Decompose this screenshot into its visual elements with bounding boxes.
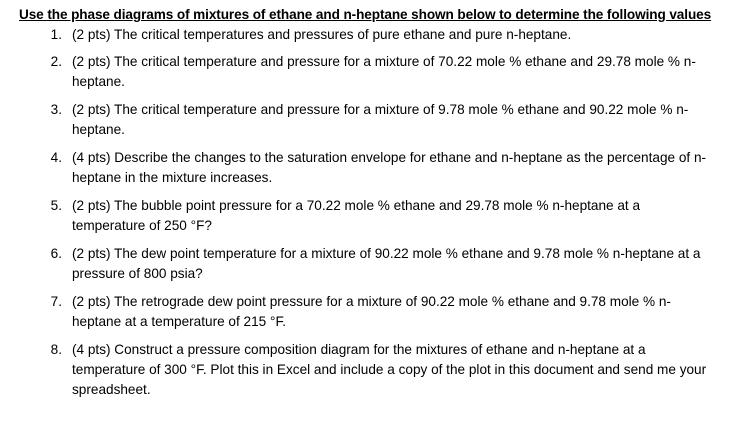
question-text: (2 pts) The retrograde dew point pressure for a mixture of 90.22 mole % ethane and 9.78 mole % n-heptane at a temperature of 215 °F.: [72, 294, 671, 329]
question-text: (2 pts) The critical temperature and pressure for a mixture of 9.78 mole % ethane and 90.22 mole % n-heptane.: [72, 102, 689, 137]
question-text: (2 pts) The dew point temperature for a mixture of 90.22 mole % ethane and 9.78 mole % n-heptane at a pressure of 800 psia?: [72, 246, 701, 281]
question-item: [19, 196, 732, 236]
question-item: [19, 148, 732, 188]
question-text: (4 pts) Describe the changes to the saturation envelope for ethane and n-heptane as the percentage of n-heptane in the mixture increases.: [72, 150, 707, 185]
question-item: [19, 25, 732, 45]
instructions-heading: Use the phase diagrams of mixtures of ethane and n-heptane shown below to determine the following values: [19, 7, 712, 22]
question-item: [19, 52, 732, 92]
question-text: (2 pts) The bubble point pressure for a 70.22 mole % ethane and 29.78 mole % n-heptane at a temperature of 250 °F?: [72, 198, 641, 233]
question-list: [19, 25, 732, 400]
question-text: (2 pts) The critical temperatures and pressures of pure ethane and pure n-heptane.: [72, 27, 572, 42]
question-number: 7.: [50, 294, 62, 309]
question-item: [19, 340, 732, 400]
question-text: (4 pts) Construct a pressure composition diagram for the mixtures of ethane and n-heptane at a temperature of 300 °F. Plot this in Excel and include a copy of the plot in this document and send me your spreadsheet.: [72, 342, 707, 397]
question-text: (2 pts) The critical temperature and pressure for a mixture of 70.22 mole % ethane and 29.78 mole % n-heptane.: [72, 54, 696, 89]
question-number: 4.: [50, 150, 62, 165]
question-item: [19, 244, 732, 284]
question-number: 2.: [50, 54, 62, 69]
question-number: 8.: [50, 342, 62, 357]
question-item: [19, 100, 732, 140]
question-number: 3.: [50, 102, 62, 117]
question-number: 5.: [50, 198, 62, 213]
question-number: 6.: [50, 246, 62, 261]
question-number: 1.: [50, 27, 62, 42]
question-item: [19, 292, 732, 332]
